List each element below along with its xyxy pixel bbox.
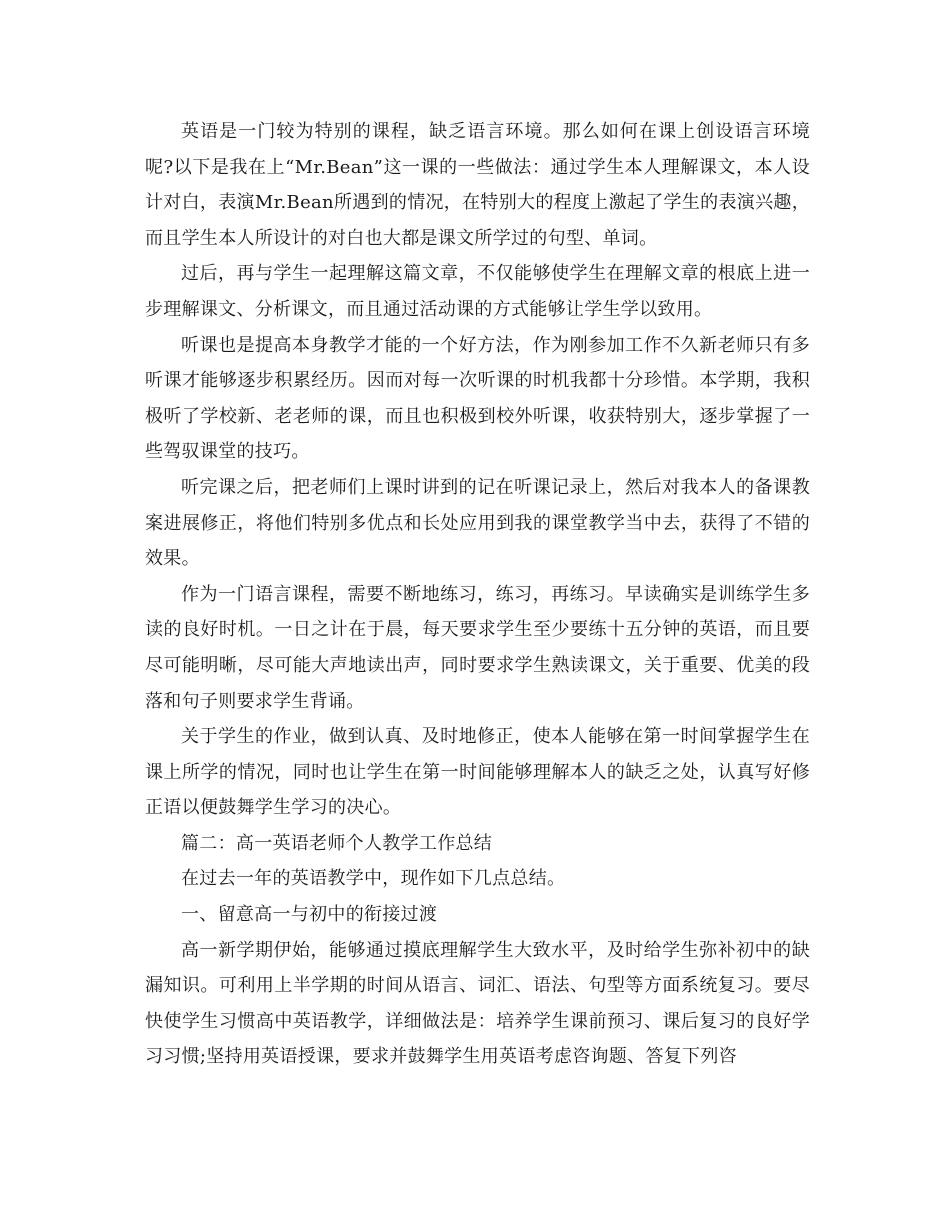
paragraph-3: 听课也是提高本身教学才能的一个好方法，作为刚参加工作不久新老师只有多听课才能够逐步积累经历。因而对每一次听课的时机我都十分珍惜。本学期，我积极听了学校新、老老师的课，而且也积极到校外听课，收获特别大，逐步掌握了一些驾驭课堂的技巧。 <box>145 334 810 463</box>
paragraph-4: 听完课之后，把老师们上课时讲到的记在听课记录上，然后对我本人的备课教案进展修正，将他们特别多优点和长处应用到我的课堂教学当中去，获得了不错的效果。 <box>145 476 810 570</box>
paragraph-1: 英语是一门较为特别的课程，缺乏语言环境。那么如何在课上创设语言环境呢?以下是我在上“Mr.Bean”这一课的一些做法：通过学生本人理解课文，本人设计对白，表演Mr.Bean所遇到的情况，在特别大的程度上激起了学生的表演兴趣，而且学生本人所设计的对白也大都是课文所学过的句型、单词。 <box>145 121 810 249</box>
document-body <box>145 114 810 1075</box>
section-heading-part-two: 篇二：高一英语老师个人教学工作总结 <box>181 832 493 854</box>
subheading-one: 一、留意高一与初中的衔接过渡 <box>181 904 438 926</box>
paragraph-2: 过后，再与学生一起理解这篇文章，不仅能够使学生在理解文章的根底上进一步理解课文、分析课文，而且通过活动课的方式能够让学生学以致用。 <box>145 263 810 320</box>
paragraph-5: 作为一门语言课程，需要不断地练习，练习，再练习。早读确实是训练学生多读的良好时机。一日之计在于晨，每天要求学生至少要练十五分钟的英语，而且要尽可能明晰，尽可能大声地读出声，同时要求学生熟读课文，关于重要、优美的段落和句子则要求学生背诵。 <box>145 583 810 712</box>
paragraph-intro: 在过去一年的英语教学中，现作如下几点总结。 <box>181 868 566 890</box>
paragraph-6: 关于学生的作业，做到认真、及时地修正，使本人能够在第一时间掌握学生在课上所学的情况，同时也让学生在第一时间能够理解本人的缺乏之处，认真写好修正语以便鼓舞学生学习的决心。 <box>145 726 810 819</box>
paragraph-last: 高一新学期伊始，能够通过摸底理解学生大致水平，及时给学生弥补初中的缺漏知识。可利用上半学期的时间从语言、词汇、语法、句型等方面系统复习。要尽快使学生习惯高中英语教学，详细做法是：培养学生课前预习、课后复习的良好学习习惯;坚持用英语授课，要求并鼓舞学生用英语考虑咨询题、答复下列咨 <box>145 939 810 1068</box>
